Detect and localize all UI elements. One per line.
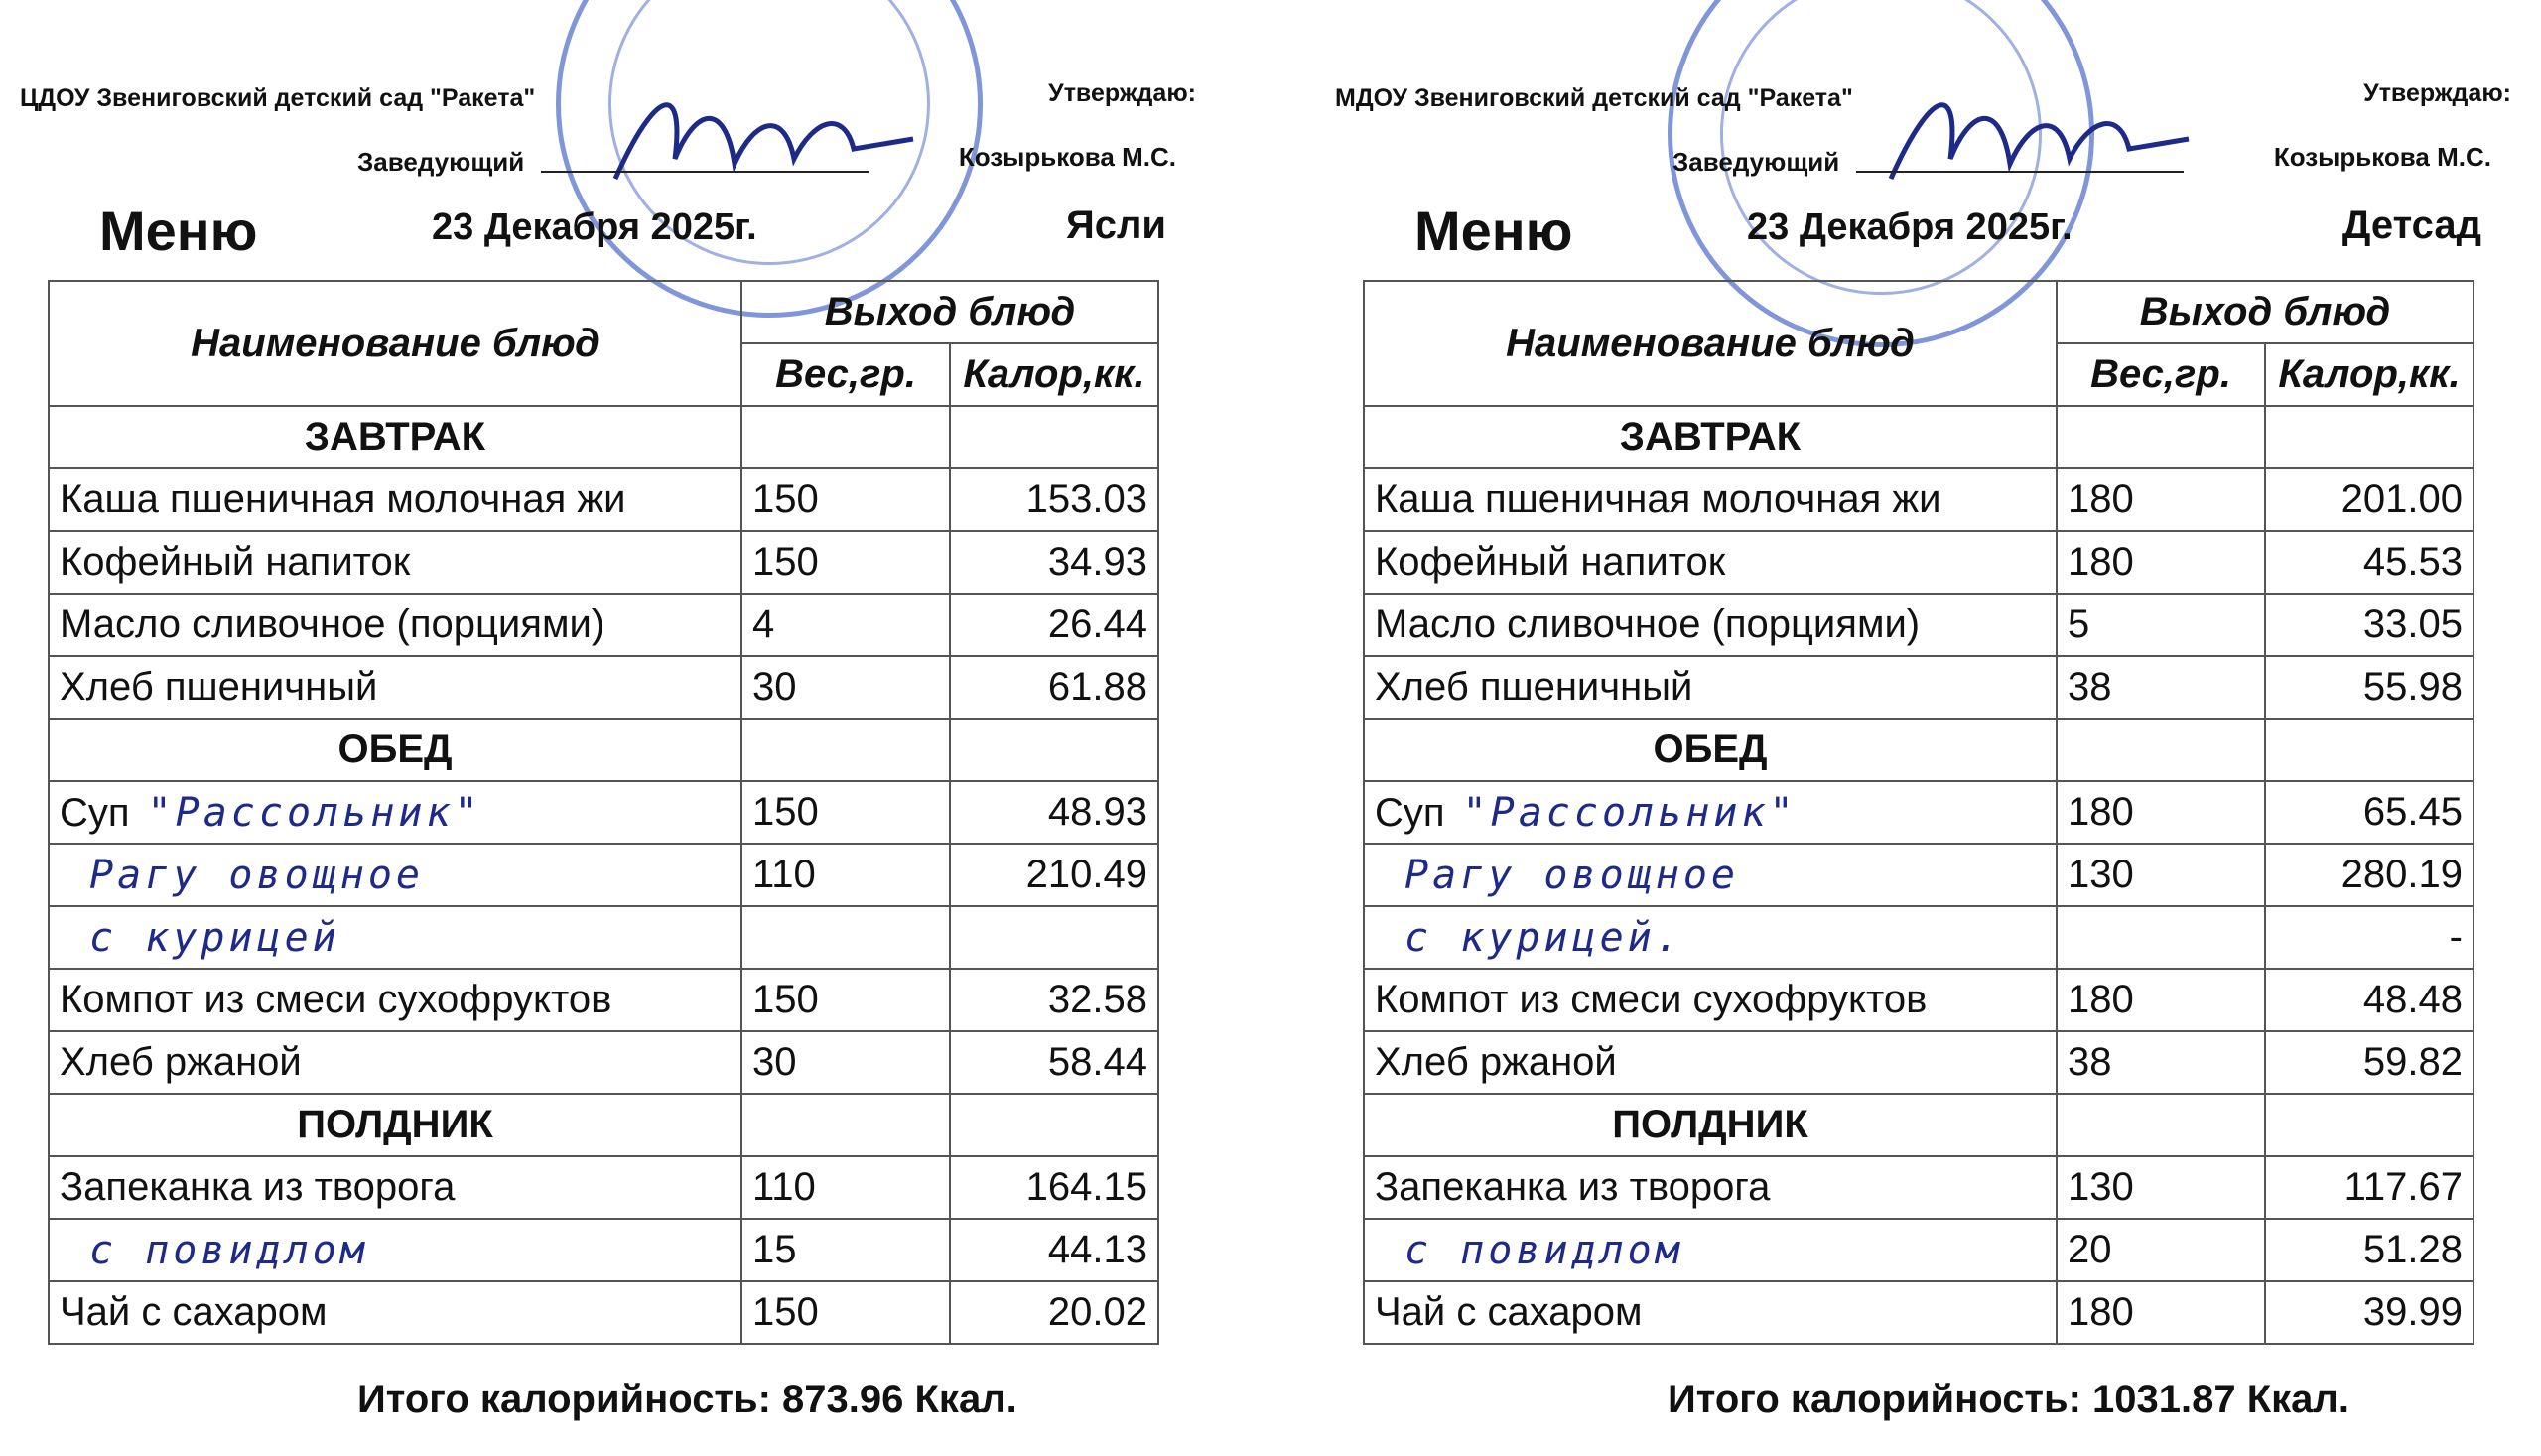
dish-name <box>49 1219 741 1281</box>
handwritten-dish: с повидлом <box>89 1227 368 1273</box>
dish-name-text: ПОЛДНИК <box>297 1103 493 1146</box>
table-row <box>49 1219 1158 1281</box>
menu-date: 23 Декабря 2025г. <box>432 206 757 248</box>
handwritten-dish: "Рассольник" <box>1462 789 1798 836</box>
dish-name <box>1364 969 2057 1031</box>
section-row <box>1364 719 2474 781</box>
dish-name <box>49 1156 741 1219</box>
head-label: Заведующий <box>1672 147 1840 177</box>
dish-calories: 32.58 <box>950 969 1158 1031</box>
menu-rows <box>1364 406 2474 1344</box>
table-row <box>1364 781 2474 844</box>
dish-name <box>1364 656 2057 719</box>
section-row <box>1364 406 2474 468</box>
dish-weight: 130 <box>2057 1156 2265 1219</box>
table-row <box>49 531 1158 594</box>
dish-calories: 51.28 <box>2265 1219 2474 1281</box>
dish-calories: 45.53 <box>2265 531 2474 594</box>
table-row <box>49 969 1158 1031</box>
dish-name-text: Каша пшеничная молочная жи <box>60 477 626 521</box>
dish-name-text: Суп <box>1375 790 1445 835</box>
dish-name <box>1364 468 2057 531</box>
dish-calories <box>950 719 1158 781</box>
menu-sheet-kindergarten <box>1315 0 2531 1456</box>
dish-name-text: Хлеб пшеничный <box>60 665 378 709</box>
table-row <box>1364 1219 2474 1281</box>
dish-weight: 180 <box>2057 1281 2265 1344</box>
dish-name <box>49 781 741 844</box>
dish-weight <box>741 719 950 781</box>
table-row <box>49 906 1158 969</box>
organization-name: ЦДОУ Звениговский детский сад "Ракета" <box>20 84 536 112</box>
section-title <box>1364 406 2057 468</box>
section-title <box>49 719 741 781</box>
dish-name-text: ПОЛДНИК <box>1612 1103 1808 1146</box>
dish-name <box>1364 1031 2057 1094</box>
dish-name-text: Запеканка из творога <box>1375 1165 1771 1209</box>
section-title <box>49 406 741 468</box>
menu-title: Меню <box>1414 199 1573 262</box>
section-row <box>1364 1094 2474 1156</box>
dish-name-text: Кофейный напиток <box>60 540 411 584</box>
dish-name-text: Масло сливочное (порциями) <box>60 602 605 646</box>
table-row <box>49 1156 1158 1219</box>
dish-calories: 65.45 <box>2265 781 2474 844</box>
total-calories: Итого калорийность: 873.96 Ккал. <box>357 1378 1017 1421</box>
dish-weight <box>741 406 950 468</box>
total-calories: Итого калорийность: 1031.87 Ккал. <box>1668 1378 2349 1421</box>
dish-weight: 110 <box>741 1156 950 1219</box>
dish-name-text: ЗАВТРАК <box>1619 415 1802 459</box>
dish-calories: 164.15 <box>950 1156 1158 1219</box>
table-row <box>49 1281 1158 1344</box>
section-title <box>49 1094 741 1156</box>
dish-calories <box>950 906 1158 969</box>
dish-calories <box>2265 406 2474 468</box>
section-title <box>1364 1094 2057 1156</box>
dish-calories: 153.03 <box>950 468 1158 531</box>
dish-name <box>1364 1156 2057 1219</box>
header-calories: Калор,кк. <box>2265 343 2474 406</box>
handwritten-dish: с курицей <box>89 914 340 961</box>
dish-name-text: Кофейный напиток <box>1375 540 1726 584</box>
dish-name-text: Хлеб пшеничный <box>1375 665 1693 709</box>
dish-weight: 150 <box>741 969 950 1031</box>
dish-calories: 48.93 <box>950 781 1158 844</box>
table-header <box>49 281 1158 343</box>
age-group: Детсад <box>2341 203 2481 247</box>
table-row <box>49 594 1158 656</box>
dish-weight: 38 <box>2057 656 2265 719</box>
table-row <box>49 468 1158 531</box>
header-output: Выход блюд <box>741 281 1158 343</box>
dish-name <box>49 656 741 719</box>
signature-line <box>1856 171 2184 173</box>
dish-weight: 180 <box>2057 969 2265 1031</box>
handwritten-dish: с курицей. <box>1404 914 1683 961</box>
menu-rows <box>49 406 1158 1344</box>
dish-weight: 38 <box>2057 1031 2265 1094</box>
director-signature <box>1871 69 2199 199</box>
organization-name: МДОУ Звениговский детский сад "Ракета" <box>1335 84 1853 112</box>
dish-name <box>1364 844 2057 906</box>
dish-weight: 150 <box>741 531 950 594</box>
table-row <box>49 656 1158 719</box>
dish-name-text: Компот из смеси сухофруктов <box>60 978 612 1021</box>
menu-sheet-nursery <box>0 0 1216 1456</box>
dish-weight: 180 <box>2057 468 2265 531</box>
dish-calories: 280.19 <box>2265 844 2474 906</box>
signature-line <box>541 171 869 173</box>
section-row <box>49 719 1158 781</box>
dish-name-text: Каша пшеничная молочная жи <box>1375 477 1941 521</box>
dish-name-text: Хлеб ржаной <box>60 1040 302 1084</box>
dish-name <box>49 594 741 656</box>
table-row <box>1364 969 2474 1031</box>
director-signature <box>596 69 923 199</box>
dish-name <box>49 1031 741 1094</box>
dish-weight: 30 <box>741 1031 950 1094</box>
dish-weight <box>741 906 950 969</box>
table-row <box>1364 1031 2474 1094</box>
dish-weight <box>2057 719 2265 781</box>
table-row <box>1364 1156 2474 1219</box>
dish-calories: - <box>2265 906 2474 969</box>
dish-calories: 34.93 <box>950 531 1158 594</box>
dish-name-text: Хлеб ржаной <box>1375 1040 1617 1084</box>
dish-weight: 180 <box>2057 781 2265 844</box>
table-row <box>49 781 1158 844</box>
menu-date: 23 Декабря 2025г. <box>1747 206 2073 248</box>
dish-name <box>49 844 741 906</box>
dish-weight: 5 <box>2057 594 2265 656</box>
dish-name <box>1364 1281 2057 1344</box>
dish-name-text: Чай с сахаром <box>1375 1290 1643 1334</box>
dish-calories: 20.02 <box>950 1281 1158 1344</box>
menu-table <box>1363 280 2474 1345</box>
dish-calories <box>950 1094 1158 1156</box>
menu-table <box>48 280 1159 1345</box>
handwritten-dish: Рагу овощное <box>89 852 424 898</box>
dish-weight: 150 <box>741 781 950 844</box>
dish-weight: 130 <box>2057 844 2265 906</box>
dish-name-text: ОБЕД <box>1653 728 1768 771</box>
dish-calories <box>2265 1094 2474 1156</box>
dish-name <box>49 468 741 531</box>
dish-name-text: ЗАВТРАК <box>304 415 486 459</box>
director-name: Козырькова М.С. <box>2273 142 2491 172</box>
dish-name-text: Компот из смеси сухофруктов <box>1375 978 1928 1021</box>
header-weight: Вес,гр. <box>741 343 950 406</box>
dish-weight <box>2057 406 2265 468</box>
dish-name-text: Масло сливочное (порциями) <box>1375 602 1921 646</box>
header-calories: Калор,кк. <box>950 343 1158 406</box>
official-stamp <box>556 0 983 318</box>
dish-calories: 26.44 <box>950 594 1158 656</box>
table-row <box>1364 594 2474 656</box>
dish-calories <box>2265 719 2474 781</box>
director-name: Козырькова М.С. <box>958 142 1176 172</box>
section-row <box>49 1094 1158 1156</box>
table-row <box>1364 844 2474 906</box>
dish-name-text: Суп <box>60 790 130 835</box>
section-row <box>49 406 1158 468</box>
dish-calories: 117.67 <box>2265 1156 2474 1219</box>
dish-weight: 150 <box>741 1281 950 1344</box>
table-row <box>1364 468 2474 531</box>
dish-calories: 61.88 <box>950 656 1158 719</box>
dish-name-text: ОБЕД <box>337 728 453 771</box>
dish-weight: 20 <box>2057 1219 2265 1281</box>
dish-weight <box>741 1094 950 1156</box>
handwritten-dish: с повидлом <box>1404 1227 1683 1273</box>
header-dish-name: Наименование блюд <box>1364 281 2057 406</box>
header-weight: Вес,гр. <box>2057 343 2265 406</box>
approve-label: Утверждаю: <box>1048 79 1196 107</box>
dish-name <box>1364 906 2057 969</box>
dish-weight: 15 <box>741 1219 950 1281</box>
table-row <box>49 844 1158 906</box>
dish-name <box>49 969 741 1031</box>
head-label: Заведующий <box>357 147 525 177</box>
dish-weight: 110 <box>741 844 950 906</box>
dish-name <box>1364 531 2057 594</box>
dish-name-text: Запеканка из творога <box>60 1165 456 1209</box>
dish-calories: 59.82 <box>2265 1031 2474 1094</box>
table-row <box>1364 656 2474 719</box>
dish-calories: 33.05 <box>2265 594 2474 656</box>
table-row <box>1364 1281 2474 1344</box>
dish-name <box>1364 594 2057 656</box>
dish-name <box>1364 1219 2057 1281</box>
header-output: Выход блюд <box>2057 281 2474 343</box>
menu-title: Меню <box>99 199 258 262</box>
dish-calories: 58.44 <box>950 1031 1158 1094</box>
section-title <box>1364 719 2057 781</box>
dish-calories <box>950 406 1158 468</box>
dish-weight: 4 <box>741 594 950 656</box>
dish-weight <box>2057 906 2265 969</box>
dish-name <box>49 906 741 969</box>
dish-name-text: Чай с сахаром <box>60 1290 328 1334</box>
dish-calories: 201.00 <box>2265 468 2474 531</box>
age-group: Ясли <box>1066 203 1166 247</box>
dish-name <box>49 531 741 594</box>
dish-weight <box>2057 1094 2265 1156</box>
handwritten-dish: Рагу овощное <box>1404 852 1739 898</box>
dish-calories: 210.49 <box>950 844 1158 906</box>
dish-weight: 180 <box>2057 531 2265 594</box>
table-row <box>1364 906 2474 969</box>
dish-calories: 48.48 <box>2265 969 2474 1031</box>
dish-name <box>49 1281 741 1344</box>
approve-label: Утверждаю: <box>2363 79 2511 107</box>
dish-weight: 30 <box>741 656 950 719</box>
table-header <box>1364 281 2474 343</box>
table-row <box>49 1031 1158 1094</box>
dish-calories: 44.13 <box>950 1219 1158 1281</box>
dish-name <box>1364 781 2057 844</box>
dish-weight: 150 <box>741 468 950 531</box>
header-dish-name: Наименование блюд <box>49 281 741 406</box>
dish-calories: 39.99 <box>2265 1281 2474 1344</box>
dish-calories: 55.98 <box>2265 656 2474 719</box>
handwritten-dish: "Рассольник" <box>147 789 482 836</box>
table-row <box>1364 531 2474 594</box>
